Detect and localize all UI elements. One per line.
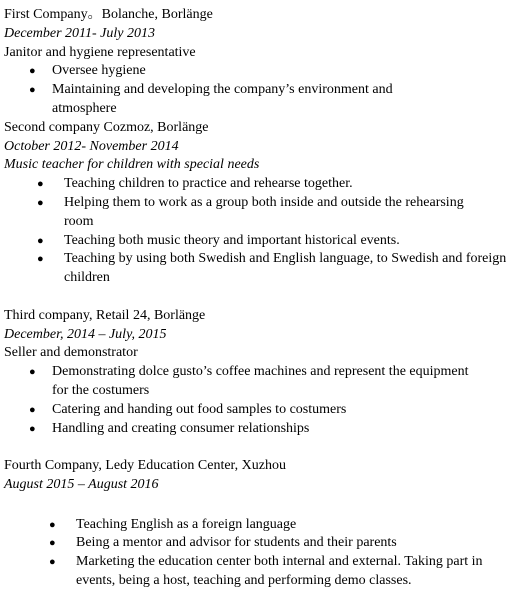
duty-text: Teaching English as a foreign language xyxy=(76,516,297,532)
company-heading: Second company Cozmoz, Borlänge xyxy=(4,119,209,135)
employment-dates: August 2015 – August 2016 xyxy=(4,476,159,492)
bullet-icon: ● xyxy=(49,518,56,531)
duty-text: Maintaining and developing the company’s environment and atmosphere xyxy=(52,82,393,116)
duties-list xyxy=(4,363,509,438)
company-heading: First Company。Bolanche, Borlänge xyxy=(4,7,213,22)
bullet-icon: ● xyxy=(29,422,36,435)
duties-list xyxy=(4,62,509,118)
duty-item xyxy=(4,62,509,81)
duty-text: Teaching by using both Swedish and English language, to Swedish and foreign children xyxy=(64,251,507,286)
employment-dates: October 2012- November 2014 xyxy=(4,138,179,154)
spacer xyxy=(4,288,509,307)
duty-text: Catering and handing out food samples to costumers xyxy=(52,401,347,417)
bullet-icon: ● xyxy=(29,403,36,416)
duty-item xyxy=(4,232,509,251)
spacer xyxy=(4,495,509,514)
experience-entry-1 xyxy=(4,6,509,119)
bullet-icon: ● xyxy=(49,556,56,569)
company-heading: Third company, Retail 24, Borlänge xyxy=(4,307,206,323)
duty-item xyxy=(4,194,509,232)
duty-text: Being a mentor and advisor for students and their parents xyxy=(76,535,397,551)
job-title: Seller and demonstrator xyxy=(4,345,138,361)
duty-text: Demonstrating dolce gusto’s coffee machines and represent the equipment for the costumers xyxy=(52,364,469,398)
duty-item xyxy=(4,175,509,194)
employment-dates: December 2011- July 2013 xyxy=(4,25,155,41)
duty-item xyxy=(4,516,509,535)
job-title: Janitor and hygiene representative xyxy=(4,44,196,60)
duties-list xyxy=(4,175,509,288)
duty-text: Helping them to work as a group both inside and outside the rehearsing room xyxy=(64,194,464,229)
bullet-icon: ● xyxy=(37,234,44,247)
duty-item xyxy=(4,363,509,401)
duty-text: Handling and creating consumer relationships xyxy=(52,420,310,436)
experience-entry-2 xyxy=(4,119,509,288)
duty-text: Oversee hygiene xyxy=(52,63,146,79)
bullet-icon: ● xyxy=(29,65,36,78)
job-title: Music teacher for children with special needs xyxy=(4,157,260,173)
bullet-icon: ● xyxy=(29,366,36,379)
bullet-icon: ● xyxy=(37,196,44,209)
experience-entry-3 xyxy=(4,307,509,439)
duties-list xyxy=(4,516,509,591)
duty-item xyxy=(4,534,509,553)
experience-entry-4 xyxy=(4,457,509,591)
duty-item xyxy=(4,553,509,591)
duty-item xyxy=(4,250,509,288)
company-heading: Fourth Company, Ledy Education Center, Xuzhou xyxy=(4,458,286,474)
spacer xyxy=(4,438,509,457)
duty-item xyxy=(4,81,509,119)
duty-text: Teaching children to practice and rehearse together. xyxy=(64,176,353,192)
duty-text: Marketing the education center both internal and external. Taking part in events, being a host, teaching and performing demo classes. xyxy=(76,554,483,588)
duty-item xyxy=(4,401,509,420)
employment-dates: December, 2014 – July, 2015 xyxy=(4,326,167,342)
bullet-icon: ● xyxy=(37,253,44,266)
duty-item xyxy=(4,420,509,439)
duty-text: Teaching both music theory and important historical events. xyxy=(64,232,400,248)
resume-experience xyxy=(4,6,509,591)
bullet-icon: ● xyxy=(49,537,56,550)
bullet-icon: ● xyxy=(37,178,44,191)
bullet-icon: ● xyxy=(29,84,36,97)
